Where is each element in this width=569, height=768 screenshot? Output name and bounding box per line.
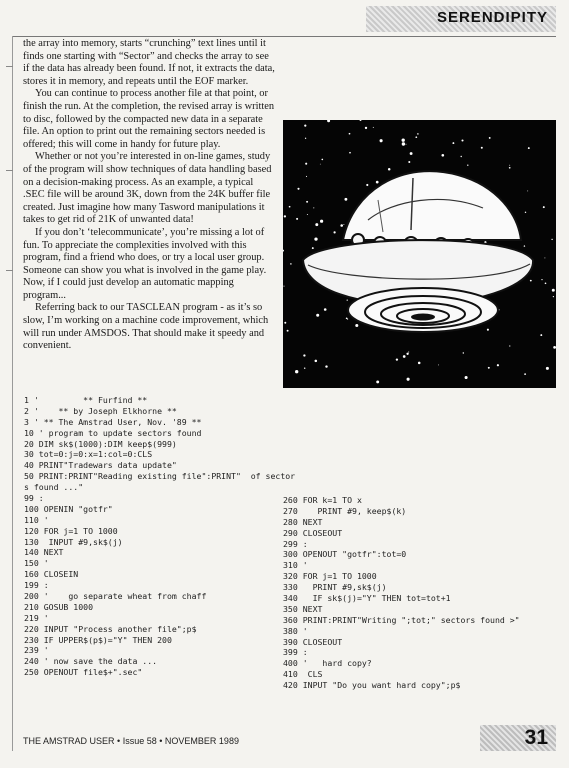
code-line: 270 PRINT #9, keep$(k) xyxy=(283,505,407,516)
code-line: 280 NEXT xyxy=(283,516,323,527)
flying-saucer-drawing xyxy=(283,120,556,388)
footer-separator: • xyxy=(159,736,163,746)
article-body xyxy=(23,38,275,353)
margin-mark xyxy=(6,66,13,67)
code-line: 120 FOR j=1 TO 1000 xyxy=(24,525,118,536)
section-header-bar xyxy=(366,6,556,32)
section-title: SERENDIPITY xyxy=(436,9,548,26)
code-line: 100 OPENIN "gotfr" xyxy=(24,503,113,514)
code-line: 350 NEXT xyxy=(283,603,323,614)
code-line: 230 IF UPPER$(p$)="Y" THEN 200 xyxy=(24,634,172,645)
code-line: 260 FOR k=1 TO x xyxy=(283,495,362,505)
article-paragraph: If you don’t ‘telecommunicate’, you’re missing a lot of fun. To appreciate the complexities involved with this program, find a friend who does, or try a local user group. Someone can show you what is involved in the game play. Now, if I could just develop an automatic mapping program... xyxy=(23,226,267,301)
margin-mark xyxy=(6,170,13,171)
flying-saucer-illustration xyxy=(283,120,556,388)
code-line: 400 ' hard copy? xyxy=(283,658,372,669)
article-paragraph: the array into memory, starts “crunching” text lines until it finds one starting with “Sector” and checks the array to see if the data has already been found. If not, it extracts the data, stores it in memory, and repeats until the EOF marker. xyxy=(23,38,275,87)
code-line: 10 ' program to update sectors found xyxy=(24,427,202,438)
footer-date: NOVEMBER 1989 xyxy=(164,736,239,746)
code-line: 340 IF sk$(j)="Y" THEN tot=tot+1 xyxy=(283,593,451,604)
code-listing-right xyxy=(283,495,553,691)
margin-mark xyxy=(6,270,13,271)
code-line: 150 ' xyxy=(24,558,49,569)
footer-magazine: THE AMSTRAD USER xyxy=(23,736,115,746)
article-paragraph: You can continue to process another file at that point, or finish the run. At the completion, the revised array is written to disc, followed by the compacted new data in a separate file. An option to print out the remaining sectors needed is offered; this will come in handy for future play. xyxy=(23,88,275,150)
code-line: 240 ' now save the data ... xyxy=(24,656,158,667)
code-line: 200 ' go separate wheat from chaff xyxy=(24,591,207,602)
left-rule xyxy=(12,36,13,751)
page-number-bar xyxy=(480,725,556,751)
code-line: 380 ' xyxy=(283,625,308,636)
code-line: 320 FOR j=1 TO 1000 xyxy=(283,571,377,582)
article-paragraph: Referring back to our TASCLEAN program - as it’s so slow, I’m working on a machine code improvement, which will run under AMSDOS. That should make it speedy and convenient. xyxy=(23,302,269,352)
code-line: 310 ' xyxy=(283,560,308,571)
footer-separator: • xyxy=(117,736,121,746)
code-line: 300 OPENOUT "gotfr":tot=0 xyxy=(283,549,407,560)
code-line: 219 ' xyxy=(24,612,49,623)
code-line: 360 PRINT:PRINT"Writing ";tot;" sectors found >" xyxy=(283,614,520,625)
code-line: 390 CLOSEOUT xyxy=(283,636,343,647)
page-footer xyxy=(23,736,239,746)
code-line: 239 ' xyxy=(24,645,49,656)
code-line: 420 INPUT "Do you want hard copy";p$ xyxy=(283,680,461,691)
code-line: 1 ' ** Furfind ** xyxy=(24,395,148,405)
code-line: 130 INPUT #9,sk$(j) xyxy=(24,536,123,547)
code-line: 40 PRINT"Tradewars data update" xyxy=(24,460,177,471)
code-line: 410 CLS xyxy=(283,669,323,680)
code-line: 20 DIM sk$(1000):DIM keep$(999) xyxy=(24,438,177,449)
article-paragraph: Whether or not you’re interested in on-line games, study of the program will show techniques of data handling based on a decision-making process. As an example, a typical .SEC file will be around 3K, down from the 24K buffer file created. Just imagine how many Tasword manipulations it takes to get rid of 21K of unwanted data! xyxy=(23,151,272,226)
code-line: 3 ' ** The Amstrad User, Nov. '89 ** xyxy=(24,416,202,427)
code-line: 30 tot=0:j=0:x=1:col=0:CLS xyxy=(24,449,153,460)
code-line: 290 CLOSEOUT xyxy=(283,527,343,538)
code-line: 99 : xyxy=(24,493,44,504)
code-line: 399 : xyxy=(283,647,308,658)
page-number: 31 xyxy=(524,726,548,749)
code-line: 210 GOSUB 1000 xyxy=(24,601,94,612)
code-line: 199 : xyxy=(24,580,49,591)
code-line: 2 ' ** by Joseph Elkhorne ** xyxy=(24,405,177,416)
code-line: 250 OPENOUT file$+".sec" xyxy=(24,667,143,678)
code-line: 140 NEXT xyxy=(24,547,64,558)
code-line: 299 : xyxy=(283,538,308,549)
code-line: 220 INPUT "Process another file";p$ xyxy=(24,623,197,634)
code-line: s found ..." xyxy=(24,482,84,493)
code-line: 330 PRINT #9,sk$(j) xyxy=(283,582,387,593)
code-listing-left xyxy=(24,395,294,678)
top-rule xyxy=(12,36,556,37)
footer-issue: Issue 58 xyxy=(122,736,157,746)
code-line: 50 PRINT:PRINT"Reading existing file":PRINT" of sector xyxy=(24,471,296,482)
code-line: 160 CLOSEIN xyxy=(24,569,79,580)
code-line: 110 ' xyxy=(24,514,49,525)
